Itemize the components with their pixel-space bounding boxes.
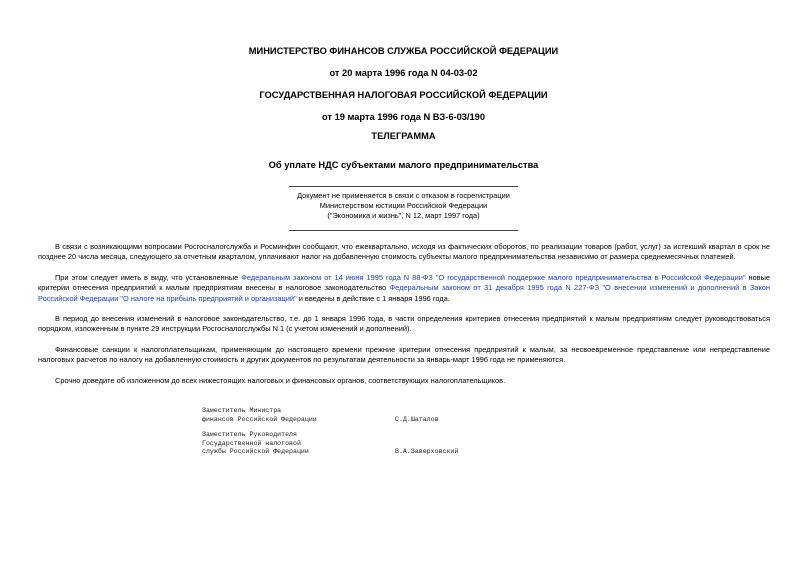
- status-note-line1: Документ не применяется в связи с отказом в госрегистрации: [297, 191, 510, 200]
- signatory-1-name: С.Д.Шаталов: [395, 416, 439, 423]
- tax-service-date-number: от 19 марта 1996 года N ВЗ-6-03/190: [321, 112, 486, 122]
- ministry-heading: МИНИСТЕРСТВО ФИНАНСОВ СЛУЖБА РОССИЙСКОЙ ФЕДЕРАЦИИ: [248, 46, 559, 56]
- paragraph-2-text-b: новые критерии отнесения предприятий к малым предприятиям внесены в налоговое законодательство: [38, 273, 771, 293]
- note-top-rule: [289, 186, 518, 187]
- note-bottom-rule: [289, 230, 518, 231]
- tax-service-heading: ГОСУДАРСТВЕННАЯ НАЛОГОВАЯ РОССИЙСКОЙ ФЕДЕРАЦИИ: [259, 90, 548, 100]
- law-227-fz-link[interactable]: Федеральным законом от 31 декабря 1995 года N 227-ФЗ "О внесении изменений и дополнений в Закон Российской Федерации "О налоге на прибыль предприятий и организаций": [38, 283, 771, 303]
- document-type: ТЕЛЕГРАММА: [371, 131, 436, 141]
- status-note-line2: Министерством юстиции Российской Федерации: [319, 201, 488, 210]
- paragraph-2: [38, 273, 770, 304]
- signatory-2-title: Заместитель Руководителя Государственной налоговой службы Российской Федерации: [202, 431, 309, 456]
- paragraph-3: В период до внесения изменений в налоговое законодательство, т.е. до 1 января 1996 года, в части определения критериев отнесения предприятий к малым предприятиям следует руководствоваться порядком, изложенным в пункте 29 инструкции Росгоснaлогслужбы N 1 (с учетом изменений и дополнений).: [38, 314, 770, 334]
- paragraph-2-text-c: и введены в действие с 1 января 1996 года.: [296, 293, 450, 303]
- signatory-1-title: Заместитель Министра финансов Российской Федерации: [202, 407, 317, 423]
- document-title: Об уплате НДС субъектами малого предпринимательства: [268, 160, 539, 170]
- signatory-2-name: В.А.Заверховский: [395, 448, 459, 455]
- ministry-date-number: от 20 марта 1996 года N 04-03-02: [329, 68, 478, 78]
- paragraph-1: В связи с возникающими вопросами Росгоснaлогслужба и Роcминфин сообщают, что ежеквартально, исходя из фактических оборотов, по реализации товаров (работ, услуг) за истекший квартал в срок не позднее 20 числа месяца, следующего за отчетным кварталом, уплачивают налог на добавленную стоимость субъекты малого предпринимательства независимо от размера среднемесячных платежей.: [38, 242, 770, 262]
- paragraph-5: Срочно доведите об изложенном до всех нижестоящих налоговых и финансовых органов, соответствующих налогоплательщиков.: [55, 376, 506, 385]
- paragraph-2-text-a: При этом следует иметь в виду, что установленные: [55, 273, 242, 282]
- status-note-line3: ("Экономика и жизнь", N 12, март 1997 года): [327, 211, 480, 220]
- law-88-fz-link[interactable]: Федеральным законом от 14 июня 1995 года N 88-ФЗ "О государственной поддержке малого предпринимательства в Российской Федерации": [241, 273, 746, 282]
- paragraph-4: Финансовые санкции к налогоплательщикам, применяющим до настоящего времени прежние критерии отнесения предприятий к малым, за несвоевременное представление или непредставление налоговых расчетов по налогу на добавленную стоимость и других документов по результатам деятельности за январь-март 1996 года не применяются.: [38, 345, 770, 365]
